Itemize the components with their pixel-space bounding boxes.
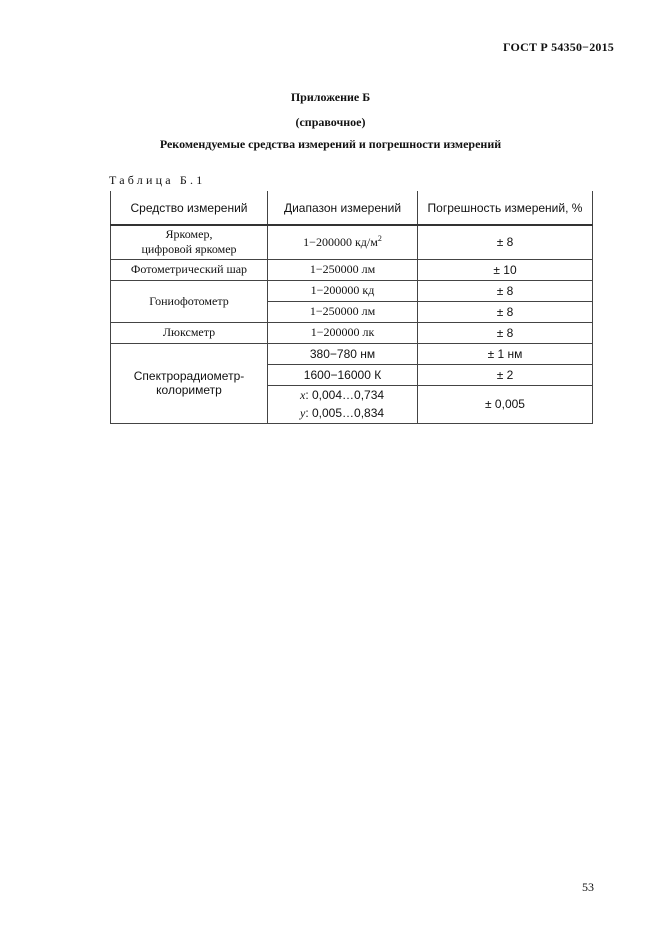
column-header-error: Погрешность измерений, % [418, 191, 593, 225]
range-cell: 1−200000 кд [268, 280, 418, 301]
table-row [111, 322, 593, 343]
instrument-line: цифровой яркомер [141, 242, 237, 257]
error-cell: ± 1 нм [418, 343, 593, 364]
range-cell: 1−200000 лк [268, 322, 418, 343]
instrument-line: колориметр [156, 383, 222, 397]
error-cell: ± 10 [418, 259, 593, 280]
document-code: ГОСТ Р 54350−2015 [502, 40, 614, 54]
table-header-row [111, 191, 593, 225]
range-cell: 1600−16000 К [268, 364, 418, 385]
x-range-value: : 0,004…0,734 [305, 388, 385, 402]
y-range-value: : 0,005…0,834 [305, 406, 385, 420]
appendix-title: Приложение Б [290, 90, 371, 104]
range-value: 1−200000 кд/м [303, 235, 378, 250]
y-label: y [300, 406, 306, 420]
error-cell: ± 8 [418, 322, 593, 343]
range-cell: 380−780 нм [268, 343, 418, 364]
page-number: 53 [582, 880, 594, 894]
range-superscript: 2 [377, 234, 382, 244]
chromaticity-y-range [272, 404, 413, 422]
table-row [111, 343, 593, 364]
chromaticity-x-range [272, 386, 413, 404]
instrument-cell: Гониофотометр [111, 280, 268, 322]
error-cell: ± 8 [418, 225, 593, 259]
x-label: x [300, 388, 306, 402]
table-caption: Таблица Б.1 [109, 173, 206, 187]
table-row [111, 280, 593, 301]
range-cell: 1−250000 лм [268, 301, 418, 322]
range-cell: 1−250000 лм [268, 259, 418, 280]
appendix-subtitle: (справочное) [295, 115, 366, 129]
range-cell [268, 225, 418, 259]
instrument-line: Спектрорадиометр- [133, 369, 245, 383]
appendix-heading: Рекомендуемые средства измерений и погрешности измерений [159, 137, 502, 151]
range-cell [268, 385, 418, 423]
instrument-line: Яркомер, [165, 227, 213, 242]
instrument-cell [111, 225, 268, 259]
instruments-table [110, 191, 593, 424]
error-cell: ± 8 [418, 280, 593, 301]
error-cell: ± 2 [418, 364, 593, 385]
instrument-cell: Фотометрический шар [111, 259, 268, 280]
error-cell: ± 8 [418, 301, 593, 322]
instrument-cell: Люксметр [111, 322, 268, 343]
column-header-instrument: Средство измерений [111, 191, 268, 225]
table-row [111, 225, 593, 259]
instrument-cell [111, 343, 268, 423]
table-row [111, 259, 593, 280]
column-header-range: Диапазон измерений [268, 191, 418, 225]
error-cell: ± 0,005 [418, 385, 593, 423]
